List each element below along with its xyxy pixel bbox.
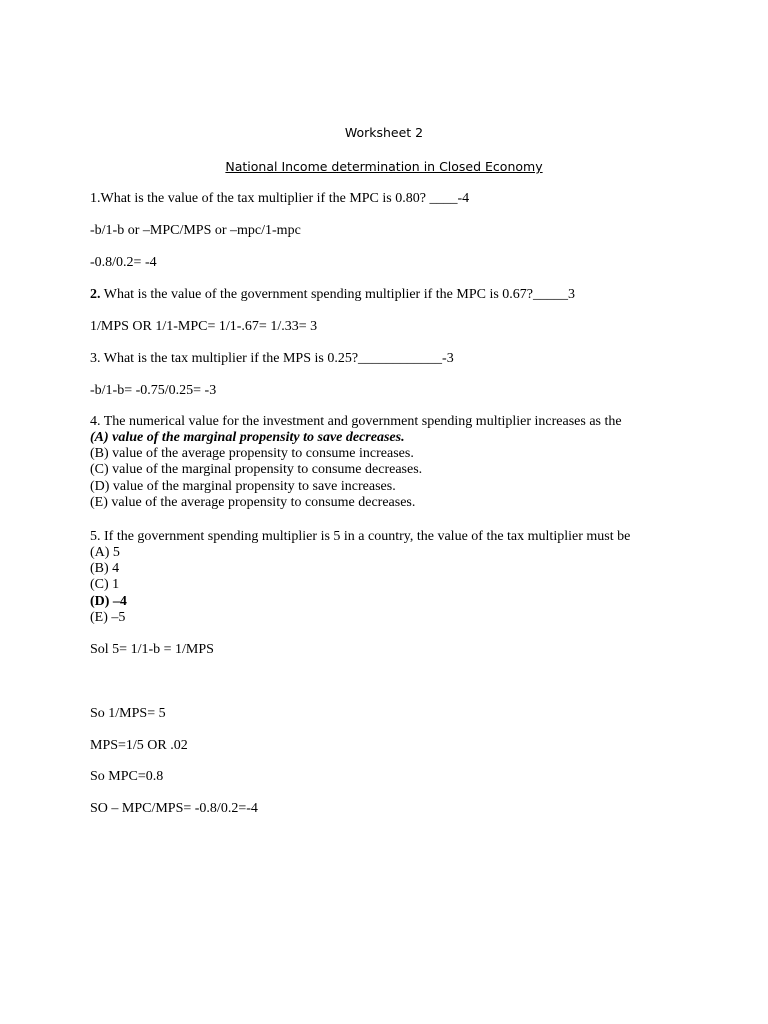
question-4-option-b: (B) value of the average propensity to consume increases. <box>90 446 414 461</box>
worksheet-title: Worksheet 2 <box>344 125 424 140</box>
solution-line-5: SO – MPC/MPS= -0.8/0.2=-4 <box>90 801 258 816</box>
question-4-option-e: (E) value of the average propensity to consume decreases. <box>90 495 416 510</box>
solution-line-2: So 1/MPS= 5 <box>90 706 166 721</box>
question-4-option-c: (C) value of the marginal propensity to consume decreases. <box>90 462 423 477</box>
question-1-calc: -0.8/0.2= -4 <box>90 255 157 270</box>
question-2 <box>90 287 575 303</box>
question-4-option-a: (A) value of the marginal propensity to save decreases. <box>90 430 405 445</box>
question-5-option-a: (A) 5 <box>90 545 120 560</box>
solution-line-3: MPS=1/5 OR .02 <box>90 738 188 753</box>
question-5-option-c: (C) 1 <box>90 577 120 592</box>
question-3: 3. What is the tax multiplier if the MPS is 0.25?____________-3 <box>90 351 454 366</box>
question-3-calc: -b/1-b= -0.75/0.25= -3 <box>90 383 217 398</box>
question-5-option-d: (D) –4 <box>90 594 127 609</box>
question-4-option-d: (D) value of the marginal propensity to save increases. <box>90 479 396 494</box>
question-5-option-e: (E) –5 <box>90 610 126 625</box>
question-4: 4. The numerical value for the investment and government spending multiplier increases as the <box>90 414 622 429</box>
solution-line-4: So MPC=0.8 <box>90 769 164 784</box>
question-1: 1.What is the value of the tax multiplier if the MPC is 0.80? ____-4 <box>90 191 470 206</box>
question-5-option-b: (B) 4 <box>90 561 120 576</box>
question-5: 5. If the government spending multiplier is 5 in a country, the value of the tax multiplier must be <box>90 529 631 544</box>
question-1-formula: -b/1-b or –MPC/MPS or –mpc/1-mpc <box>90 223 301 238</box>
question-2-number: 2. <box>90 287 101 302</box>
question-2-calc: 1/MPS OR 1/1-MPC= 1/1-.67= 1/.33= 3 <box>90 319 318 334</box>
worksheet-subtitle: National Income determination in Closed Economy <box>225 159 543 174</box>
solution-line-1: Sol 5= 1/1-b = 1/MPS <box>90 642 214 657</box>
question-2-text: What is the value of the government spending multiplier if the MPC is 0.67?_____3 <box>100 287 576 302</box>
